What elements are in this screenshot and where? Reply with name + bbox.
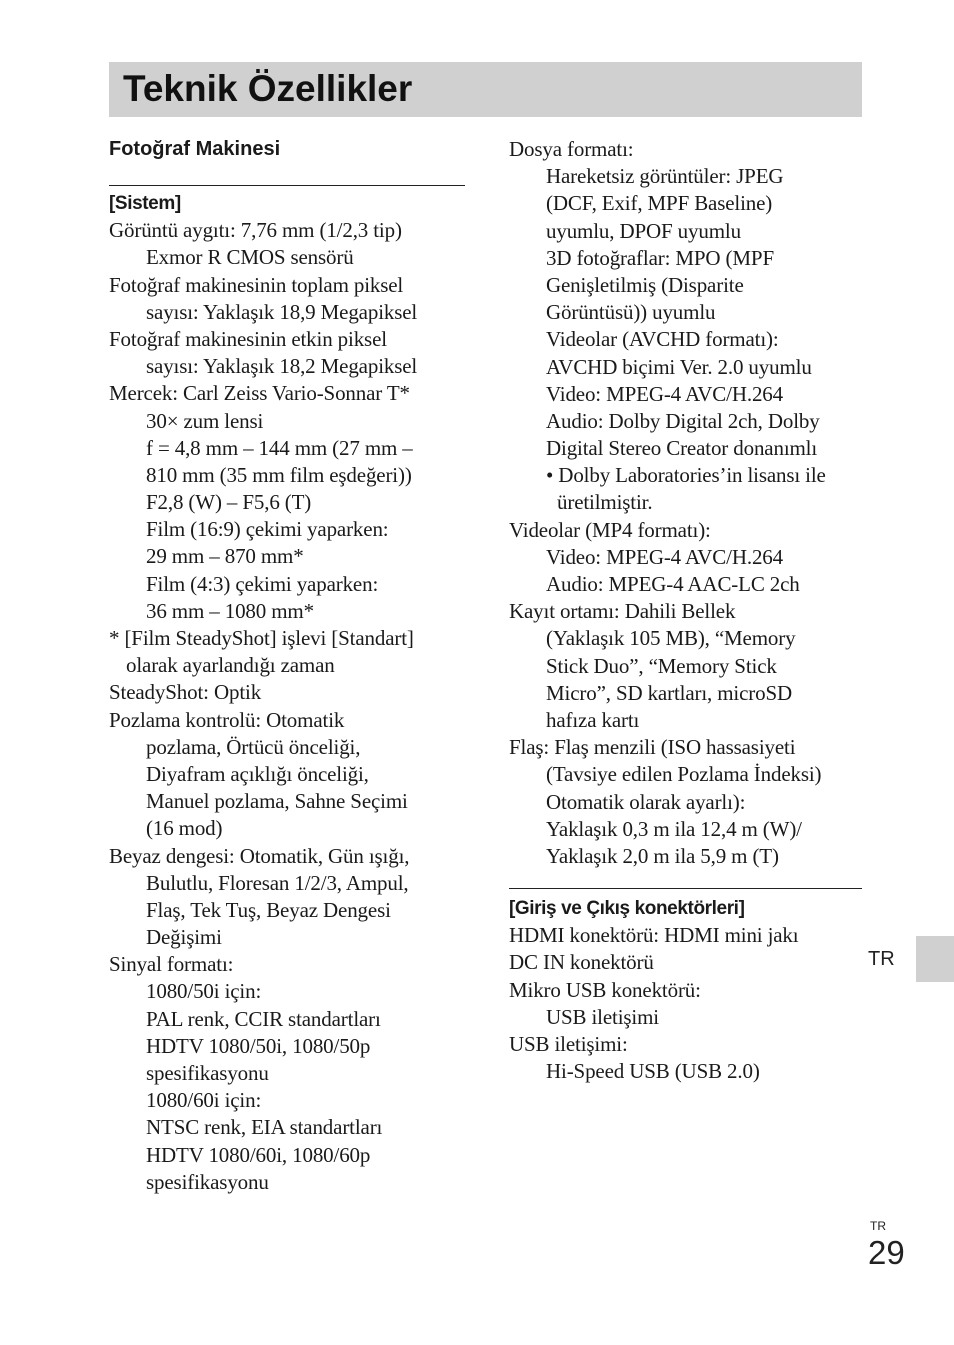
spec-line: SteadyShot: Optik [109,680,262,705]
spec-line: HDMI konektörü: HDMI mini jakı [509,923,799,948]
spec-line: AVCHD biçimi Ver. 2.0 uyumlu [546,354,812,379]
spec-line: USB iletişimi: [509,1032,628,1056]
spec-line: Görüntüsü)) uyumlu [546,300,716,325]
spec-line: Mercek: Carl Zeiss Vario-Sonnar T* [109,381,410,406]
language-tab [916,936,954,982]
footer-language: TR [870,1219,886,1233]
camera-heading: Fotoğraf Makinesi [109,138,281,160]
spec-line: Bulutlu, Floresan 1/2/3, Ampul, [146,870,409,895]
spec-line: Micro”, SD kartları, microSD [546,680,792,705]
spec-line: HDTV 1080/60i, 1080/60p [146,1142,371,1167]
spec-line: spesifikasyonu [146,1061,269,1085]
spec-line: DC IN konektörü [509,950,654,975]
spec-line: f = 4,8 mm – 144 mm (27 mm – [146,435,413,460]
spec-line: (Tavsiye edilen Pozlama İndeksi) [546,762,822,787]
spec-line: Flaş, Tek Tuş, Beyaz Dengesi [146,897,391,922]
spec-line: pozlama, Örtücü önceliği, [146,734,361,759]
spec-line: Diyafram açıklığı önceliği, [146,761,369,786]
spec-line: 1080/60i için: [146,1088,262,1113]
spec-line: Manuel pozlama, Sahne Seçimi [146,789,408,814]
spec-line: 1080/50i için: [146,979,262,1004]
spec-line: spesifikasyonu [146,1169,269,1194]
spec-line: Film (16:9) çekimi yaparken: [146,517,389,542]
footnote-line: * [Film SteadyShot] işlevi [Standart] [109,626,414,650]
spec-line: Hareketsiz görüntüler: JPEG [546,164,784,189]
spec-line: Videolar (AVCHD formatı): [546,327,779,352]
spec-line: Fotoğraf makinesinin etkin piksel [109,326,387,351]
spec-line: (16 mod) [146,816,223,841]
spec-line: sayısı: Yaklaşık 18,9 Megapiksel [146,299,418,324]
title-bar [109,62,862,117]
spec-line: Yaklaşık 2,0 m ila 5,9 m (T) [546,843,779,868]
spec-line: Görüntü aygıtı: 7,76 mm (1/2,3 tip) [109,218,402,243]
page-title: Teknik Özellikler [123,68,413,109]
section-heading-connectors: [Giriş ve Çıkış konektörleri] [509,898,745,920]
spec-line: 3D fotoğraflar: MPO (MPF [546,245,774,270]
spec-line: Mikro USB konektörü: [509,977,701,1002]
spec-line: Beyaz dengesi: Otomatik, Gün ışığı, [109,843,410,868]
spec-line: Genişletilmiş (Disparite [546,272,744,297]
spec-line: 30× zum lensi [146,408,264,433]
spec-line: 810 mm (35 mm film eşdeğeri)) [146,462,412,487]
spec-line: Hi-Speed USB (USB 2.0) [546,1059,760,1084]
spec-line: hafıza kartı [546,707,640,732]
spec-line: Video: MPEG-4 AVC/H.264 [546,544,784,569]
spec-line: NTSC renk, EIA standartları [146,1115,383,1140]
bullet-note: • Dolby Laboratories’in lisansı ile [546,463,826,488]
bullet-note: üretilmiştir. [557,490,653,515]
spec-line: 29 mm – 870 mm* [146,544,304,569]
spec-line: HDTV 1080/50i, 1080/50p [146,1033,371,1058]
language-tab-label: TR [868,948,895,970]
spec-line: Dosya formatı: [509,137,634,161]
page-number: 29 [868,1234,905,1271]
spec-line: Videolar (MP4 formatı): [509,517,711,542]
spec-line: Yaklaşık 0,3 m ila 12,4 m (W)/ [546,816,802,841]
spec-line: Film (4:3) çekimi yaparken: [146,571,379,596]
spec-line: sayısı: Yaklaşık 18,2 Megapiksel [146,354,418,379]
right-column [509,136,862,1085]
spec-line: F2,8 (W) – F5,6 (T) [146,490,312,515]
spec-line: Flaş: Flaş menzili (ISO hassasiyeti [509,735,796,760]
spec-line: USB iletişimi [546,1004,659,1029]
spec-line: PAL renk, CCIR standartları [146,1006,381,1031]
footnote-line: olarak ayarlandığı zaman [126,653,335,678]
spec-line: Exmor R CMOS sensörü [146,245,354,270]
spec-line: Audio: Dolby Digital 2ch, Dolby [546,408,820,433]
spec-line: Otomatik olarak ayarlı): [546,789,746,814]
spec-line: (DCF, Exif, MPF Baseline) [546,191,773,216]
spec-line: Değişimi [146,925,222,950]
spec-line: Sinyal formatı: [109,952,234,977]
spec-line: 36 mm – 1080 mm* [146,598,314,623]
spec-line: Kayıt ortamı: Dahili Bellek [509,599,736,624]
spec-line: Audio: MPEG-4 AAC-LC 2ch [546,572,800,596]
left-column [109,136,465,1196]
spec-line: Fotoğraf makinesinin toplam piksel [109,272,404,297]
section-heading-system: [Sistem] [109,193,181,214]
spec-line: Video: MPEG-4 AVC/H.264 [546,381,784,406]
spec-line: Stick Duo”, “Memory Stick [546,653,777,678]
spec-line: (Yaklaşık 105 MB), “Memory [546,626,796,651]
spec-line: uyumlu, DPOF uyumlu [546,218,741,243]
spec-line: Pozlama kontrolü: Otomatik [109,707,345,732]
spec-line: Digital Stereo Creator donanımlı [546,436,818,461]
